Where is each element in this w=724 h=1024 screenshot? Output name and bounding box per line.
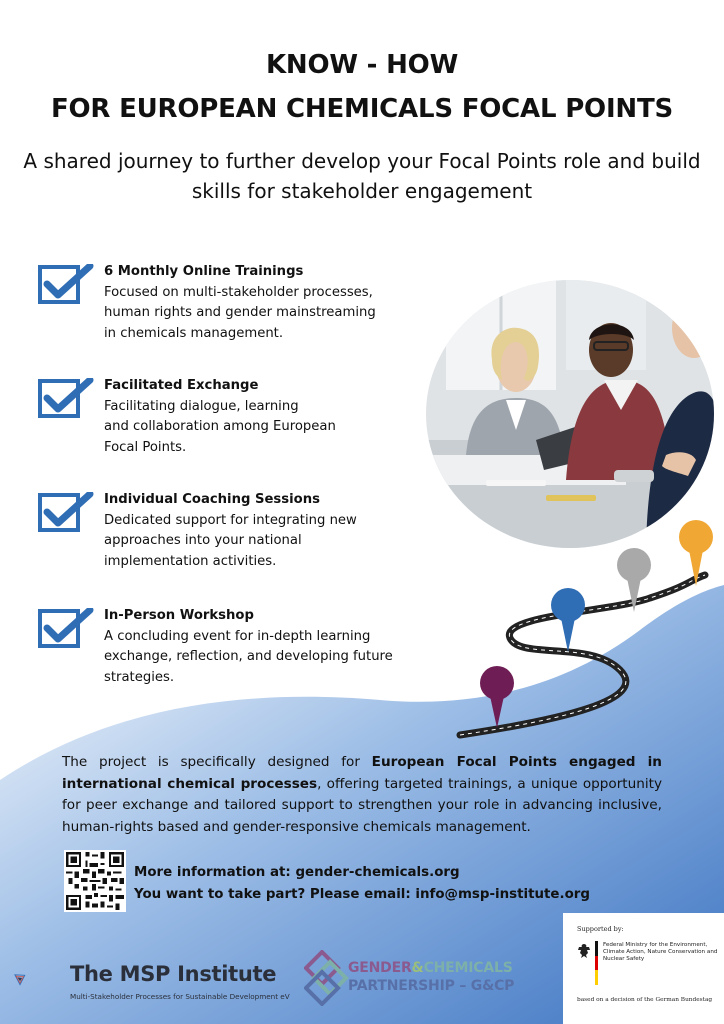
- msp-logo-icon: [14, 950, 70, 1010]
- federal-eagle-icon: [577, 943, 591, 959]
- description-rest: , offering targeted trainings, a unique opportunity for peer exchange and tailored support to strengthen your role in advancing inclusive, human-rights based and gender-responsive chemicals management.: [62, 775, 663, 835]
- feature-heading: Individual Coaching Sessions: [104, 492, 320, 507]
- feature-desc-line: approaches into your national: [104, 533, 302, 548]
- checkbox-icon: [38, 378, 94, 420]
- ministry-name: Federal Ministry for the Environment, Climate Action, Nature Conservation and Nuclear Safety: [603, 942, 718, 962]
- description-highlight: European Focal Points engaged in international chemical processes: [62, 754, 662, 792]
- msp-institute-subtitle: Multi-Stakeholder Processes for Sustainable Development eV: [70, 992, 290, 1001]
- supported-by-label: Supported by:: [577, 925, 624, 933]
- feature-desc-line: exchange, reflection, and developing future: [104, 649, 393, 664]
- feature-desc-line: A concluding event for in-depth learning: [104, 628, 371, 644]
- feature-heading: In-Person Workshop: [104, 608, 254, 623]
- msp-institute-name: The MSP Institute: [70, 962, 277, 986]
- gcp-name-line-1: [348, 960, 513, 976]
- feature-desc-line: human rights and gender mainstreaming: [104, 305, 376, 320]
- more-info-link[interactable]: More information at: gender-chemicals.org: [134, 865, 460, 880]
- contact-info: [134, 862, 590, 906]
- feature-desc-line: in chemicals management.: [104, 325, 284, 341]
- feature-desc-line: Focal Points.: [104, 439, 187, 455]
- checkbox-icon: [38, 492, 94, 534]
- checkbox-icon: [38, 264, 94, 306]
- title-line-1: KNOW - HOW: [265, 50, 459, 80]
- feature-desc-line: strategies.: [104, 669, 175, 685]
- gcp-logo-icon: [304, 950, 354, 1006]
- feature-heading: Facilitated Exchange: [104, 378, 259, 393]
- feature-desc-line: implementation activities.: [104, 553, 277, 569]
- project-description: [62, 752, 662, 838]
- title-line-2: FOR EUROPEAN CHEMICALS FOCAL POINTS: [50, 94, 674, 124]
- checkbox-icon: [38, 608, 94, 650]
- gcp-word-chemicals: CHEMICALS: [423, 960, 513, 976]
- email-contact-link[interactable]: You want to take part? Please email: info@msp-institute.org: [134, 887, 590, 902]
- feature-desc-line: Dedicated support for integrating new: [104, 512, 357, 528]
- qr-code-icon[interactable]: [64, 850, 126, 912]
- feature-desc-line: Facilitating dialogue, learning: [104, 398, 299, 414]
- german-flag-stripe: [595, 941, 598, 985]
- supporter-box: [563, 913, 724, 1024]
- description-intro: The project is specifically designed for: [62, 754, 372, 770]
- gcp-name-line-2: PARTNERSHIP – G&CP: [348, 978, 515, 994]
- meeting-photo: [426, 280, 714, 548]
- subtitle: A shared journey to further develop your Focal Points role and build skills for stakeholder engagement: [23, 149, 701, 203]
- feature-desc-line: and collaboration among European: [104, 419, 336, 434]
- gcp-ampersand: &: [411, 960, 424, 976]
- gcp-word-gender: GENDER: [348, 960, 412, 976]
- feature-heading: 6 Monthly Online Trainings: [104, 264, 304, 279]
- feature-desc-line: Focused on multi-stakeholder processes,: [104, 284, 373, 300]
- bundestag-decision: based on a decision of the German Bundestag: [577, 997, 713, 1003]
